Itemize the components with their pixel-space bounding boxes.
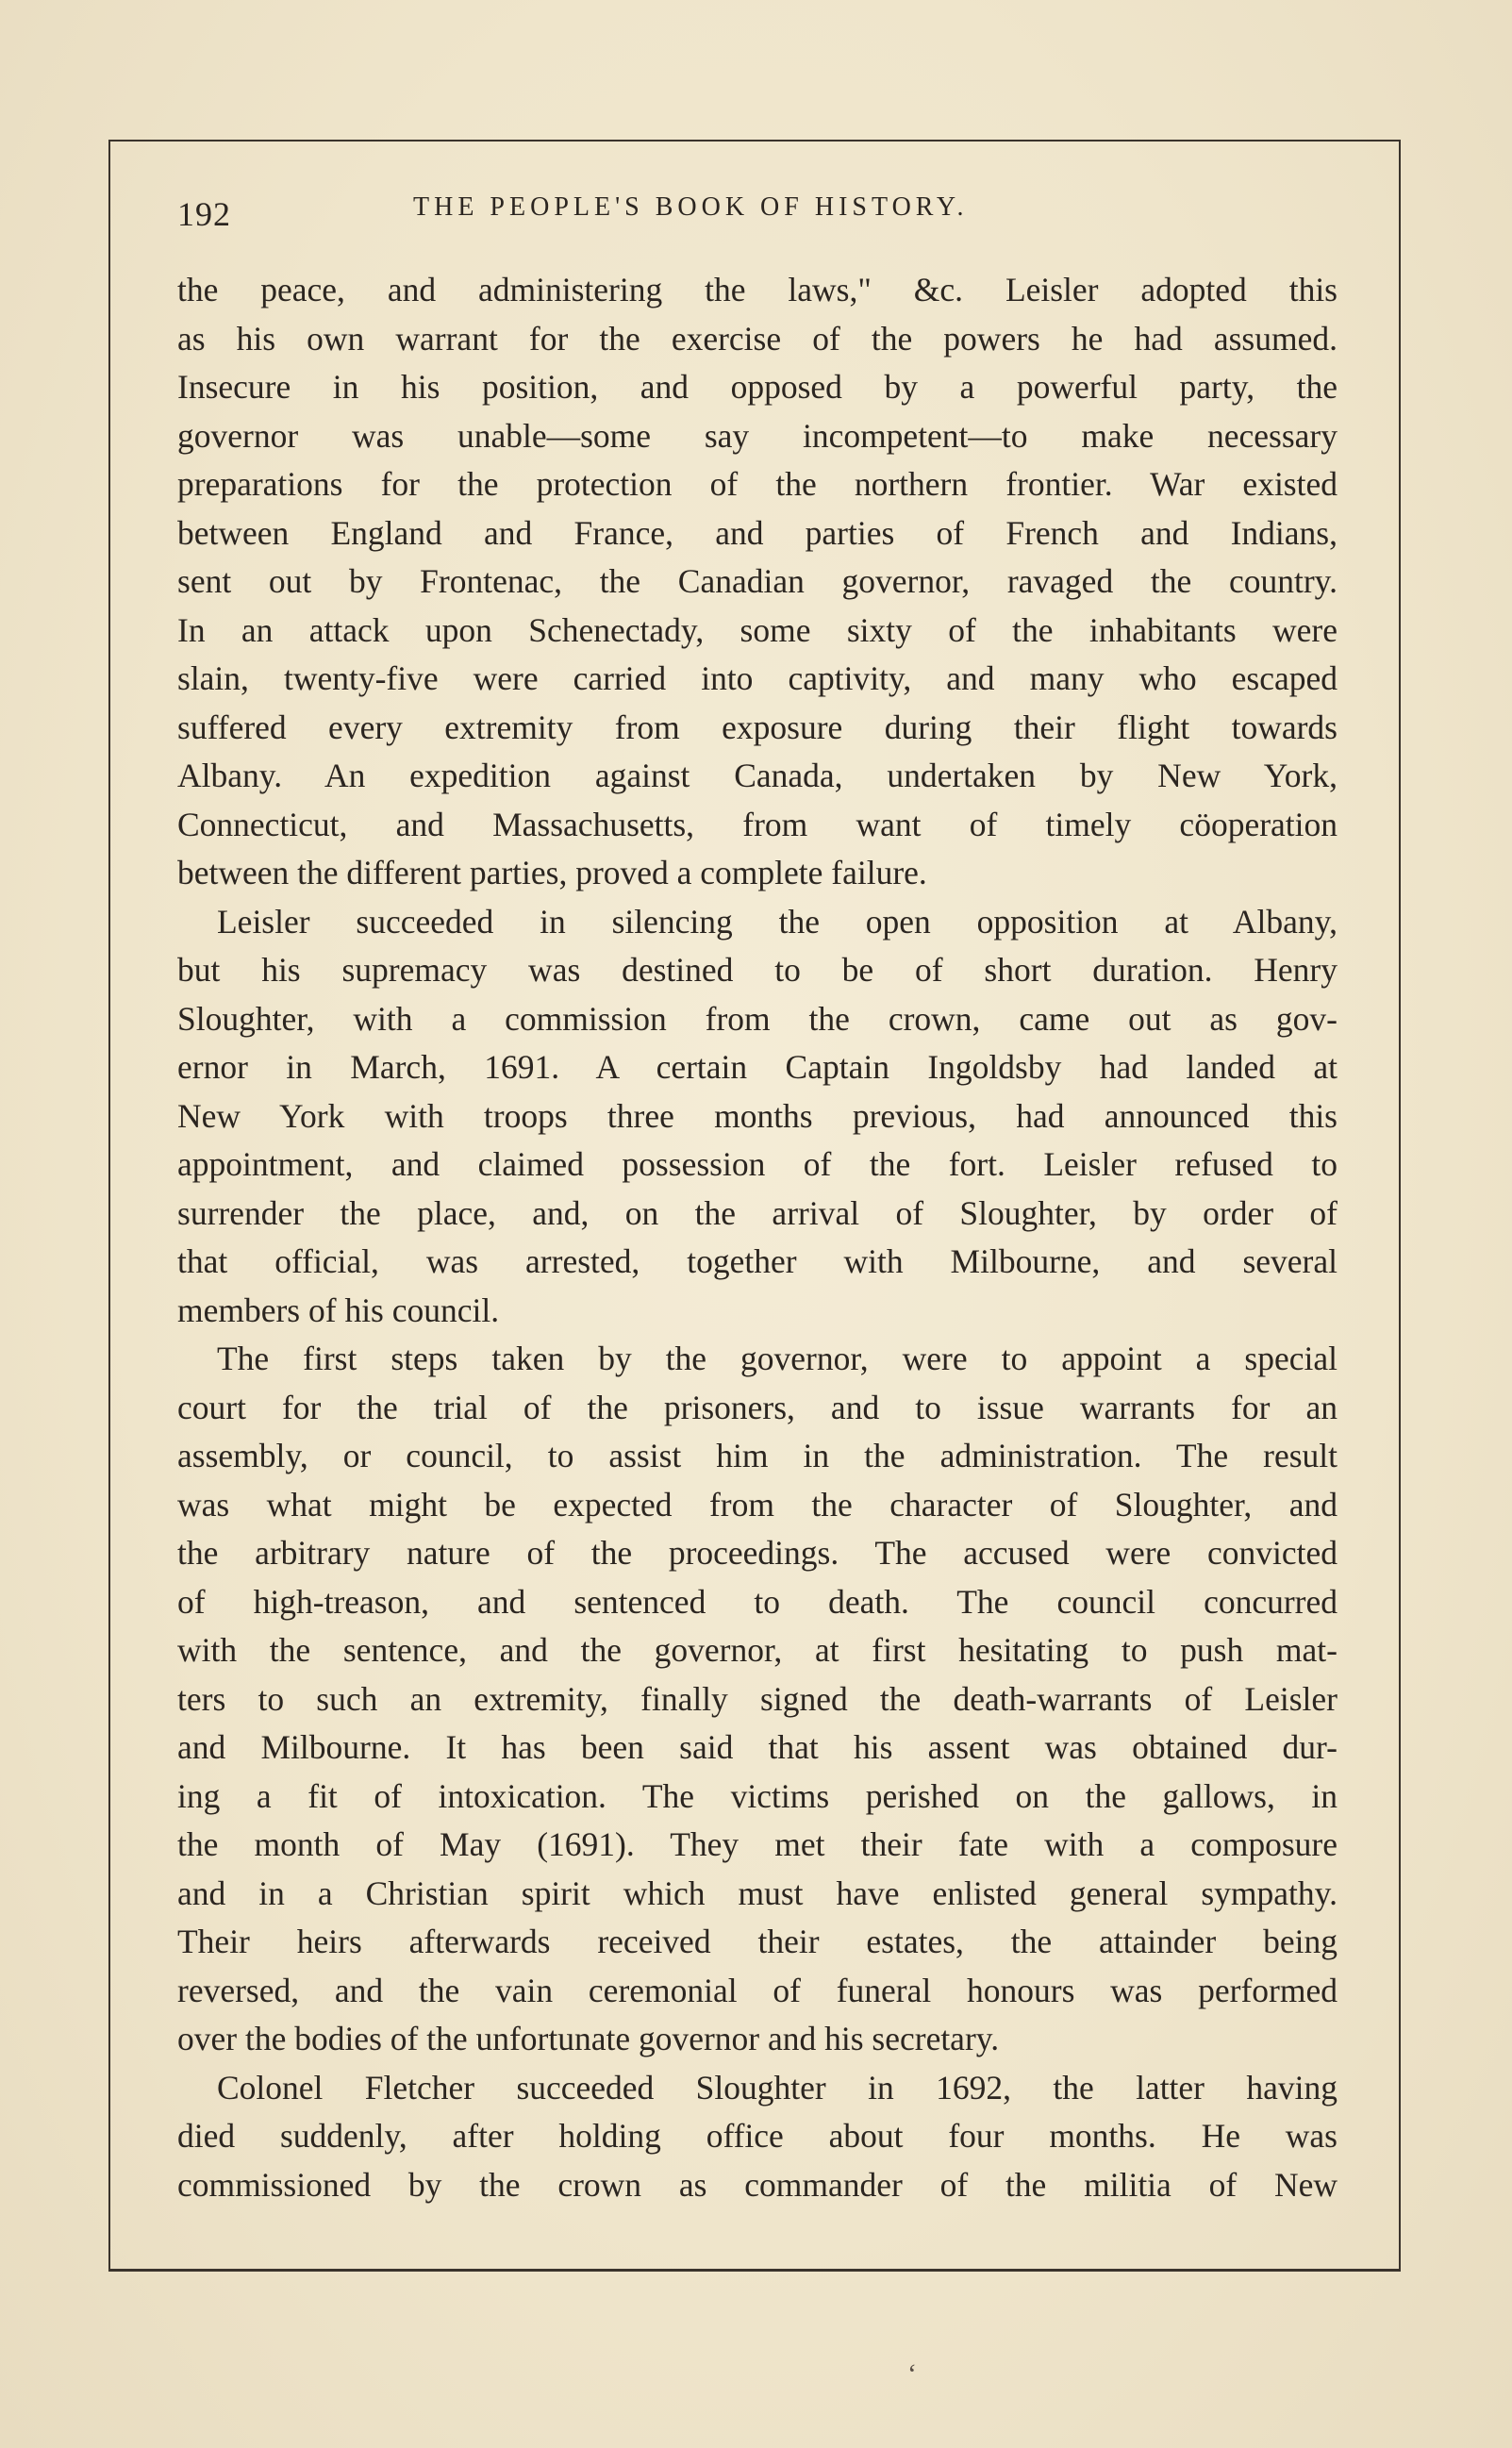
text-line: ing a fit of intoxication. The victims perished on the gallows, in bbox=[177, 1776, 1338, 1815]
stray-mark: ‘ bbox=[907, 2358, 917, 2390]
text-line: New York with troops three months previous, had announced this bbox=[177, 1096, 1338, 1135]
text-line: governor was unable—some say incompetent—to make necessary bbox=[177, 416, 1338, 455]
text-line: with the sentence, and the governor, at first hesitating to push mat- bbox=[177, 1631, 1338, 1669]
text-line: the month of May (1691). They met their fate with a composure bbox=[177, 1825, 1338, 1863]
text-line: and Milbourne. It has been said that his assent was obtained dur- bbox=[177, 1728, 1338, 1766]
text-line: but his supremacy was destined to be of short duration. Henry bbox=[177, 951, 1338, 989]
text-line: ters to such an extremity, finally signed the death-warrants of Leisler bbox=[177, 1679, 1338, 1718]
text-line: Insecure in his position, and opposed by a powerful party, the bbox=[177, 368, 1338, 406]
text-line: of high-treason, and sentenced to death. The council concurred bbox=[177, 1582, 1338, 1621]
text-line: assembly, or council, to assist him in the administration. The result bbox=[177, 1437, 1338, 1474]
text-line: between England and France, and parties of French and Indians, bbox=[177, 513, 1338, 552]
page-header bbox=[177, 189, 1338, 236]
text-line: The first steps taken by the governor, were to appoint a special bbox=[217, 1340, 1338, 1377]
text-line: and in a Christian spirit which must have enlisted general sympathy. bbox=[177, 1873, 1338, 1912]
text-line: Connecticut, and Massachusetts, from want of timely cöoperation bbox=[177, 805, 1338, 843]
paragraph bbox=[177, 2064, 1338, 2210]
text-line: Leisler succeeded in silencing the open opposition at Albany, bbox=[217, 902, 1338, 941]
text-line: members of his council. bbox=[177, 1291, 500, 1329]
text-line: suffered every extremity from exposure during their flight towards bbox=[177, 708, 1338, 746]
text-line: surrender the place, and, on the arrival of Sloughter, by order of bbox=[177, 1193, 1338, 1232]
text-line: reversed, and the vain ceremonial of funeral honours was performed bbox=[177, 1971, 1338, 2009]
text-line: between the different parties, proved a complete failure. bbox=[177, 854, 927, 891]
running-head: THE PEOPLE'S BOOK OF HISTORY. bbox=[413, 192, 969, 222]
page-number: 192 bbox=[177, 195, 231, 233]
text-line: Colonel Fletcher succeeded Sloughter in 1692, the latter having bbox=[217, 2068, 1338, 2107]
text-line: slain, twenty-five were carried into captivity, and many who escaped bbox=[177, 659, 1338, 697]
text-line: ernor in March, 1691. A certain Captain Ingoldsby had landed at bbox=[177, 1048, 1338, 1086]
text-line: sent out by Frontenac, the Canadian governor, ravaged the country. bbox=[177, 562, 1338, 600]
text-line: commissioned by the crown as commander of the militia of New bbox=[177, 2165, 1338, 2204]
text-line: Albany. An expedition against Canada, undertaken by New York, bbox=[177, 757, 1338, 794]
text-line: over the bodies of the unfortunate governor and his secretary. bbox=[177, 2020, 1000, 2057]
text-line: appointment, and claimed possession of the fort. Leisler refused to bbox=[177, 1145, 1338, 1183]
text-line: Their heirs afterwards received their estates, the attainder being bbox=[177, 1923, 1338, 1960]
text-line: was what might be expected from the character of Sloughter, and bbox=[177, 1485, 1338, 1524]
text-line: In an attack upon Schenectady, some sixty of the inhabitants were bbox=[177, 610, 1338, 649]
paragraph bbox=[177, 1335, 1338, 2064]
text-line: Sloughter, with a commission from the crown, came out as gov- bbox=[177, 999, 1338, 1038]
text-line: court for the trial of the prisoners, and to issue warrants for an bbox=[177, 1388, 1338, 1426]
text-line: as his own warrant for the exercise of the powers he had assumed. bbox=[177, 319, 1338, 358]
body-text bbox=[177, 266, 1338, 2209]
paragraph bbox=[177, 266, 1338, 898]
text-line: that official, was arrested, together with Milbourne, and several bbox=[177, 1242, 1338, 1280]
text-line: died suddenly, after holding office about four months. He was bbox=[177, 2117, 1338, 2155]
text-line: the arbitrary nature of the proceedings. The accused were convicted bbox=[177, 1534, 1338, 1572]
text-line: the peace, and administering the laws," &c. Leisler adopted this bbox=[177, 271, 1338, 308]
text-line: preparations for the protection of the northern frontier. War existed bbox=[177, 465, 1338, 503]
paragraph bbox=[177, 898, 1338, 1336]
